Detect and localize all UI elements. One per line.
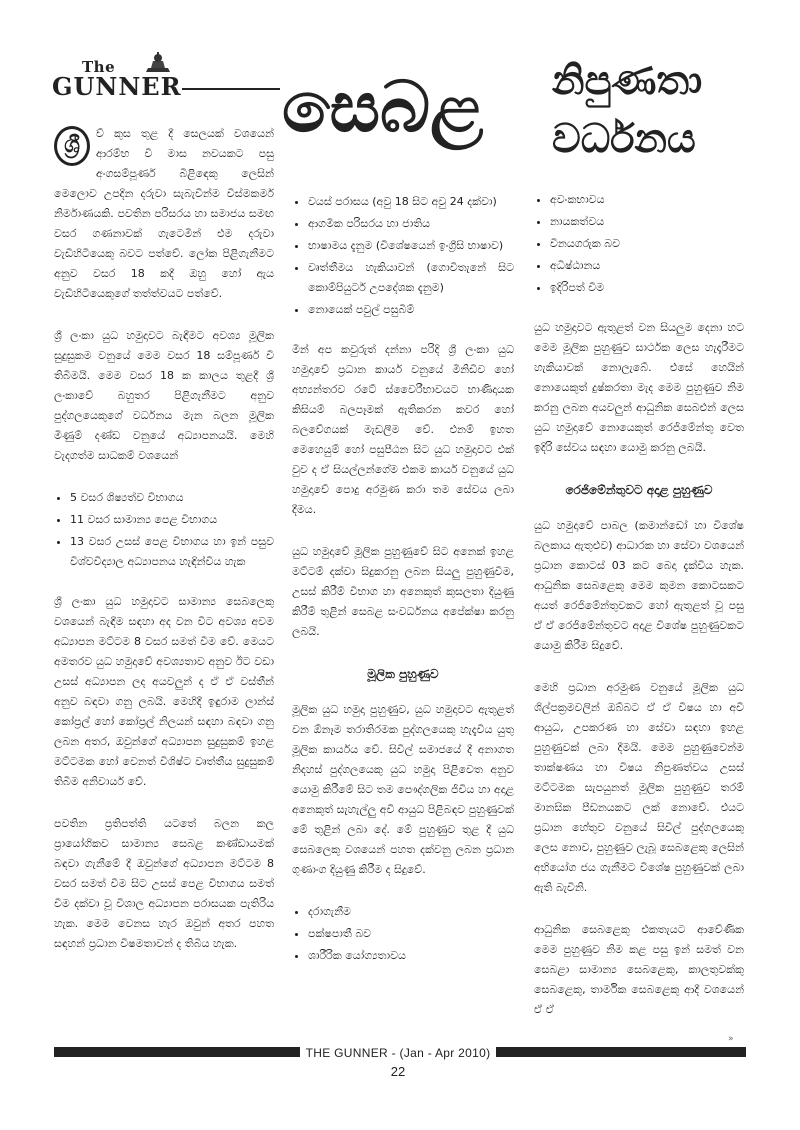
col1-paragraph-1 [54,124,274,304]
col2-paragraph-1: මින් අප කවුරුත් දන්නා පරිදි ශ්‍රී ලංකා යුධ හමුදාවේ ප්‍රධාන කාර්ය වනුයේ මිනිඩිව හෝ අභ්‍යන්තරව රටේ ස්වෛරීභාවයට භාණිදායක කිසියම් බලපෑමක් ඇතිකරන කවර හෝ බලවේගයක් මැඩලීම වේ. එනම් ඉහත මෙහෙයුම් හෝ පසුපීඨන සිට යුධ හමුදාවට එක් වුව ද ඒ සියල්ලන්ගේම එකම කාර්ය වනුයේ යුධ හමුදාවේ පොදු අරමුණ කරා තම සේවය ලබා දීමය. [292,343,514,516]
list-item: • භාෂාමය දැනුම (විශේෂයෙන් ඉංග්‍රීසි භාෂාව) [308,236,514,256]
col1-paragraph-2: ශ්‍රී ලංකා යුධ හමුදාවට බැඳීමට අවශ්‍ය මූලික සුදුසුකම වනුයේ මෙම වසර 18 සම්පූර්ණ වී තිබීමයි. මෙම වසර 18 ක කාලය තුළදී ශ්‍රී ලංකාවේ බහුතර පිළිගැනීමට අනුව පුද්ගලයෙකුගේ වර්ධනය මැන බලන මූලික මිණුම් දණ්ඩ වනුයේ අධ්‍යාපනයයි. මෙහි වැදගත්ම සාධකම් වශයෙන් [54,329,274,462]
col3-bullet-list [534,190,744,298]
col1-paragraph-1-text: ව් කුස තුළ දී සෙලයක් වශයෙන් ආරම්භ වී මාස නවයකට පසු අංගසම්පූර්ණ බිළිඳෙකු ලෙසින් මෙලොව උපදින දරුවා සැබැවින්ම විස්මකර්ම නිර්මාණයකි. පවතින පරිසරය හා සමාජය සමඟ වසර ගණනාවක් ගැටෙමින් එම දරුවා වැඩිහිටියෙකු බවට පත්වේ. ලෝක පිළිගැනීමට අනුව වසර 18 කදී ඔහු හෝ ඇය වැඩිහිටියෙකුගේ තත්ත්වයට පත්වේ. [54,127,274,300]
section-heading-basic-training: මූලික පුහුණුව [367,667,439,681]
col2-bullet-list-bottom [292,902,514,966]
col2-paragraph-3: මූලික යුධ හමුදා පුහුණුව, යුධ හමුදාවට ඇතුළත් වන ඕනෑම තරාතිරමක පුද්ගලයෙකු හැදැවිය යුතු මූලික කාර්යය වේ. සිවිල් සමාජයේ දී අනාගත නිදහස් පුද්ගලයෙකු යුධ හමුදා පිළිවෙත අනුව යොමු කිරීමේ සිට තම පෞද්ගලික ජිවිය හා අදාළ අනෙකුත් සැහැල්ලු අවි ආයුධ පිළිබඳව පුහුණුවක් මේ තුළින් ලබා දේ. මේ පුහුණුව තුළ දී යුධ සෙබලෙකු වශයෙන් පහත දක්වනු ලබන ප්‍රධාන ගුණාංග දියුණු කිරීම ද සිදුවේ. [292,703,514,876]
subtitle-line-1: නිපුණතා [552,58,703,104]
drop-cap: ශ්‍රී [54,126,90,166]
col3-paragraph-2: යුධ හමුදාවේ පාබල (කමාන්ඩෝ හා විශේෂ බලකාය ඇතුළුව) ආධාරක හා සේවා වශයෙන් ප්‍රධාන කොටස් 03 කට බෙදා දැක්විය හැක. ආධුනික සෙබළෙකු මෙම කුමන කොටසකට අයත් රෙජිමේන්තුවකට හෝ ඇතුළත් වූ පසු ඒ ඒ රෙජිමේන්තුවට අදාළ විශේෂ පුහුණුවකට යොමු කිරීම සිදුවේ. [534,519,744,652]
article-subtitle [552,52,762,168]
footer-publication: THE GUNNER - (Jan - Apr 2010) [305,1046,491,1060]
footer-bar-right [496,1047,746,1057]
list-item: • 13 වසර උසස් පෙළ විභාගය හා ඉන් පසුව විශ්වවිද්‍යාල අධ්‍යාපනය හැඳින්විය හැක [70,532,274,572]
list-item: • වෘත්තීමය හැකියාවන් (ගොවිතැනේ සිට කොම්පියුටර් උපදේශක දැනුම) [308,258,514,298]
subtitle-line-2: වර්ධනය [552,116,696,162]
list-item: • අධිෂ්ඨානය [550,256,744,276]
footer-bar-left [54,1047,300,1057]
col2-bullet-list-top [292,192,514,320]
continue-arrow-icon: » [728,1034,734,1044]
col1-paragraph-4: පවතින ප්‍රතිපත්ති යටතේ බලන කල ප්‍රායෝගිකව සාමාන්‍ය සෙබළ කණ්ඩායමක් බඳවා ගැනීමේ දී ඔවුන්ගේ අධ්‍යාපන මට්ටම 8 වසර සමත් වීම සිට උසස් පෙළ විභාගය සමත් වීම දක්වා වූ විශාල අධ්‍යාපන පරාසයක පැතිරිය හැක. මෙම වෙනස හැර ඔවුන් අතර පහත සඳහන් ප්‍රධාන විෂමතාවන් ද තිබිය හැක. [54,817,274,950]
column-1 [54,124,274,976]
column-3 [534,190,744,1042]
list-item: • අවංකභාවය [550,190,744,210]
list-item: • ආගමික පරිසරය හා ජාතිය [308,214,514,234]
column-2 [292,192,514,986]
col3-paragraph-4: ආධුනික සෙබළෙකු එකතැයට ආවේණික මෙම පුහුණුව නිම කළ පසු ඉන් සමත් වන සෙබළා සාමාන්‍ය සෙබළෙකු, කාලතුවක්කු සෙබළෙකු, තාර්මික සෙබළෙකු ආදී වශයෙන් ඒ ඒ [534,923,744,1016]
page-number: 22 [390,1064,406,1079]
masthead-logo [52,52,182,108]
list-item: • 11 වසර සාමාන්‍ය පෙළ විභාගය [70,510,274,530]
list-item: • වයස් පරාසය (අවු 18 සිට අවු 24 දක්වා) [308,192,514,212]
list-item: • නොයෙක් පවුල් පසුබිම් [308,300,514,320]
masthead-gunner: GUNNER [52,72,182,101]
crest-icon [144,52,172,74]
masthead-rule [182,88,280,90]
list-item: • ඉදිරිපත් වීම [550,278,744,298]
list-item: • 5 වසර ශිෂ්‍යත්ව විභාගය [70,488,274,508]
col1-paragraph-3: ශ්‍රී ලංකා යුධ හමුදාවට සාමාන්‍ය සෙබලෙකු වශයෙන් බැඳීම සඳහා අද වන විට අවශ්‍ය අවම අධ්‍යාපන මට්ටම 8 වසර සමත් වීම වේ. මෙයට අමතරව යුධ හමුදාවේ අවශ්‍යතාව අනුව ඊට වඩා උසස් අධ්‍යාපන ලද අයවලුන් ද ඒ ඒ වස්තීන් අනුව බඳවා ගනු ලබයි. මෙහිදී ඉඳුරාම ලාන්ස් කෝප්‍රල් හෝ කෝප්‍රල් නිලයන් සඳහා බඳවා ගනු ලබන අතර, ඔවුන්ගේ අධ්‍යාපන සුදුසුකම් ඉහළ මට්ටමක හෝ වෙනත් විශිෂ්ට වෘත්තීය සුදුසුකම් තිබීම අනිවාර්ය වේ. [54,595,274,788]
masthead-the: The [82,58,116,76]
col3-paragraph-3: මෙහි ප්‍රධාන අරමුණ වනුයේ මූලික යුධ ශිල්පක්‍රමවලින් ඔබ්බට ඒ ඒ විෂය හා අවි ආයුධ, උපකරණ හා සේවා සඳහා ඉහළ පුහුණුවක් ලබා දීමයි. මෙම පුහුණුවෙන්ම තාක්ෂණය හා විෂය නිපුණත්වය උසස් මට්ටමක සැපයුනත් මූලික පුහුණුව තරම් මානසික පීඩනයකට ලක් නොවේ. එයට ප්‍රධාන හේතුව වනුයේ සිවිල් පුද්ගලයෙකු ලෙස නොව, පුහුණුව ලැබූ සෙබළෙකු ලෙසින් අභියෝග ජය ගැනීමට විශේෂ පුහුණුවක් ලබා ඇති බැවිනි. [534,681,744,894]
article-title: සෙබළ [282,66,484,148]
col2-paragraph-2: යුධ හමුදාවේ මූලික පුහුණුවේ සිට අනෙක් ඉහළ මට්ටම් දක්වා සිදුකරනු ලබන සියලු පුහුණුවීම, උසස් කිරීම් විභාග හා අනෙකුත් කුසලතා දියුණු කිරීම් තුළින් සෙබළ සංවර්ධනය අපේක්ෂා කරනු ලබයි. [292,545,514,638]
list-item: • විනයගරුක බව [550,234,744,254]
list-item: • පක්ෂපාතී බව [308,924,514,944]
list-item: • ශාරීරික යෝග්‍යතාවය [308,946,514,966]
list-item: • නායකත්වය [550,212,744,232]
col1-bullet-list [54,488,274,572]
col3-paragraph-1: යුධ හමුදාවට ඇතුළත් වන සියලුම දෙනා හට මෙම මූලික පුහුණුව සාර්ථක ලෙස හැදෑරීමට හැකියාවක් නොලැබේ. එසේ හෙයින් නොයෙකුත් දුෂ්කරතා මැද මෙම පුහුණුව නිම කරනු ලබන අයවලුන් ආධුනික සෙබළුන් ලෙස යුධ හමුදාවේ නොයෙකුත් රෙජිමේන්තු වෙත ඉදිරි සේවය සඳහා යොමු කරනු ලබයි. [534,321,744,454]
section-heading-regimental-training: රෙජිමේන්තුවට අදාළ පුහුණුව [565,483,713,497]
list-item: • දරාගැනීම [308,902,514,922]
